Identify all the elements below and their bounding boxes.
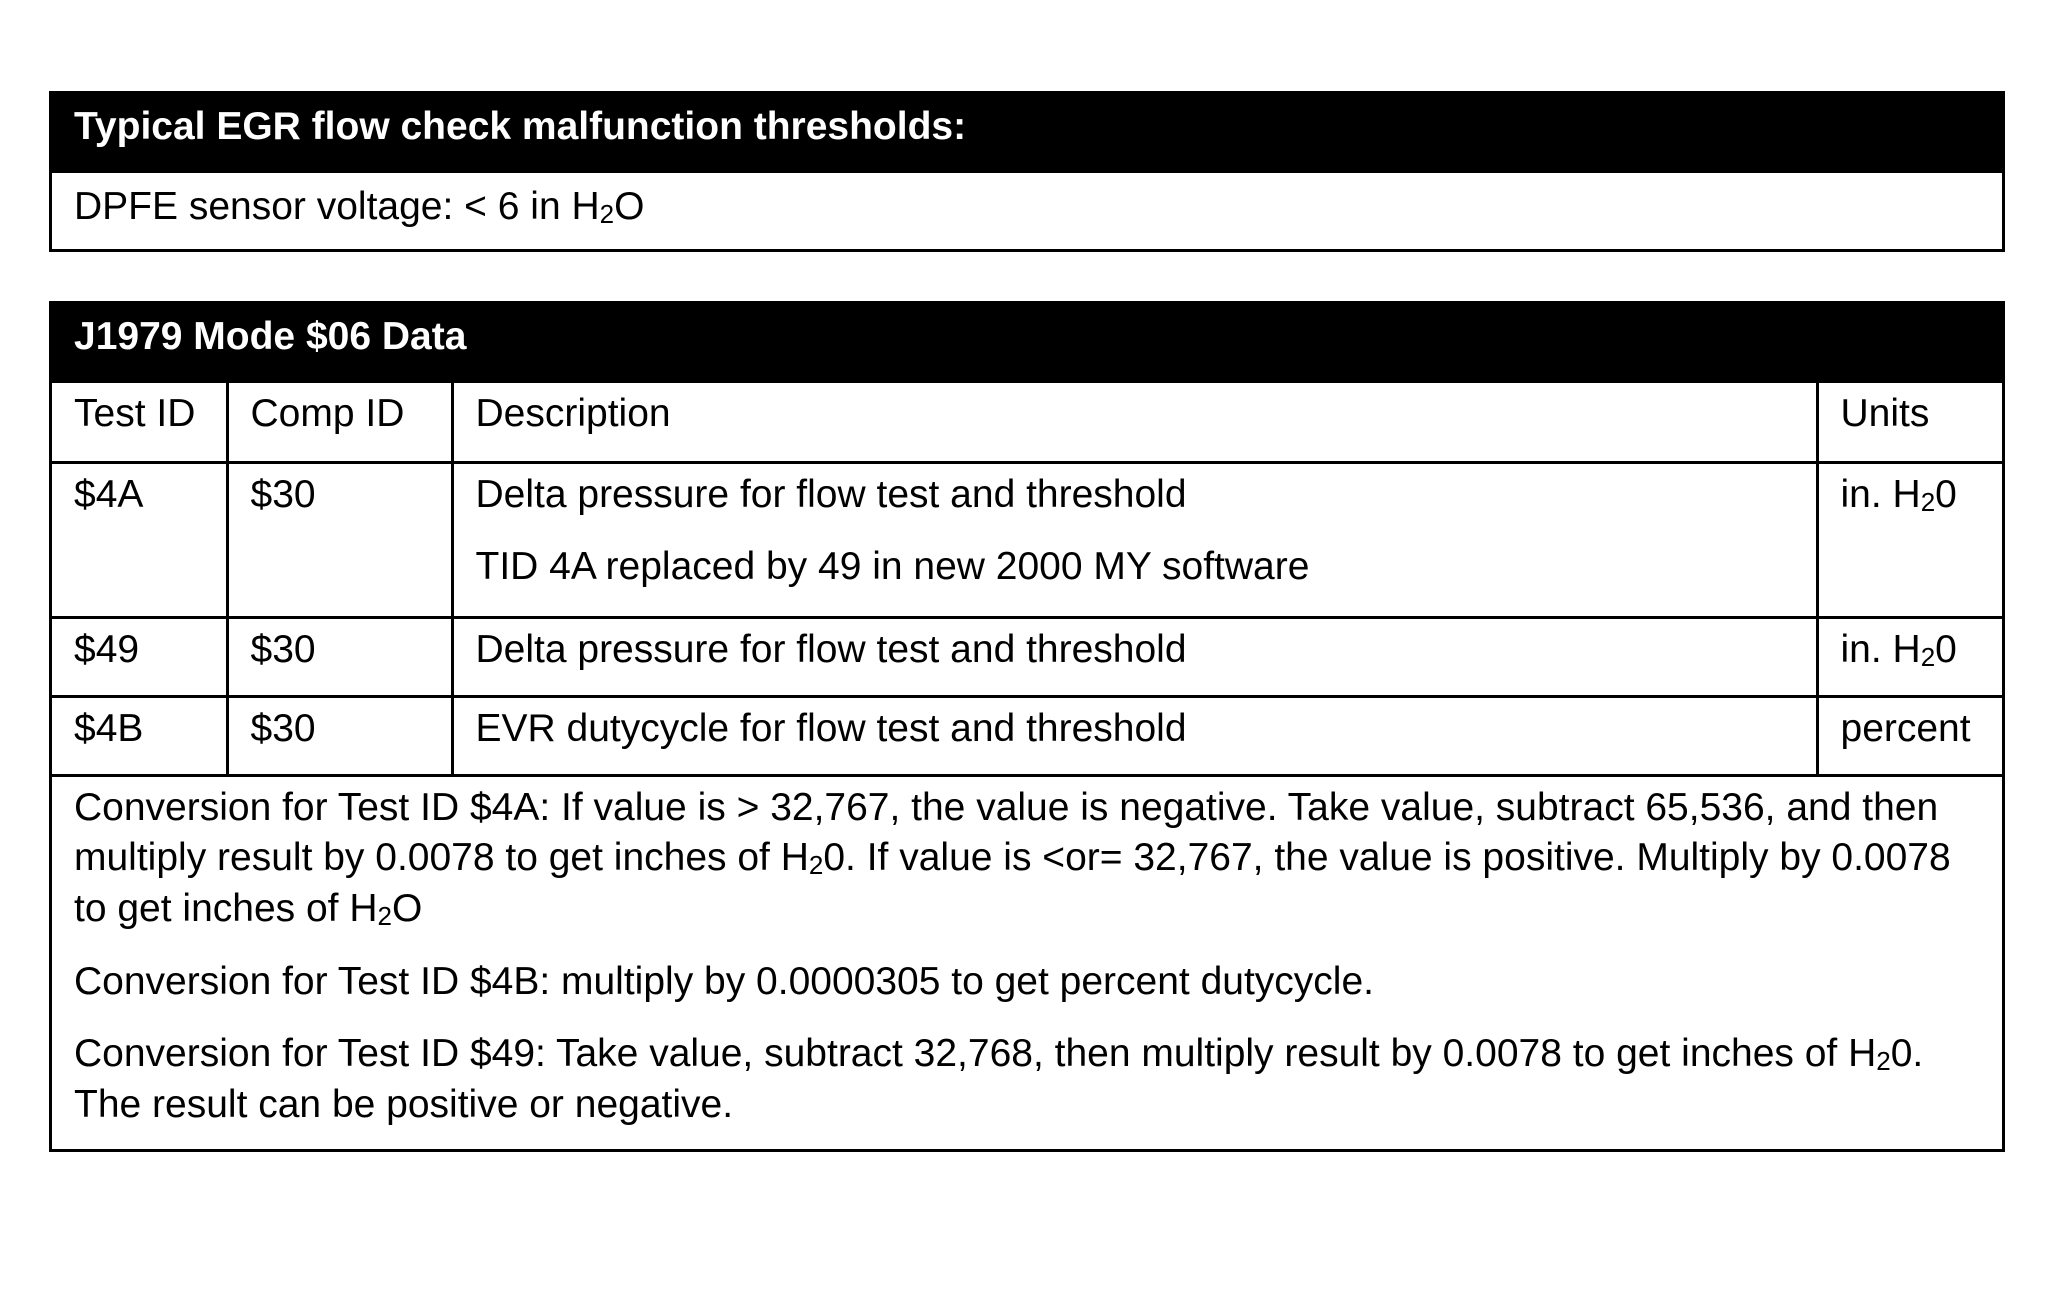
cell-comp-id: $30 <box>227 617 452 696</box>
cell-test-id: $4B <box>52 696 227 775</box>
description-text: Delta pressure for flow test and threshold <box>475 472 1187 516</box>
dpfe-threshold-subscript: 2 <box>599 199 615 229</box>
note-49-subscript: 2 <box>1876 1046 1891 1077</box>
table-row <box>52 462 2002 617</box>
cell-units: percent <box>1817 696 2002 775</box>
header-comp-id: Comp ID <box>227 383 452 462</box>
thresholds-title: Typical EGR flow check malfunction thresholds: <box>52 94 2002 173</box>
note-4a-text: Conversion for Test ID $4A: If value is > 32,767, the value is negative. Take value, subtract 65,536, and then multiply result by 0.0078 to get inches of H <box>74 785 1939 880</box>
conversion-notes <box>52 777 2002 1131</box>
header-test-id: Test ID <box>52 383 227 462</box>
note-4a-text-2: 0. If value is <or= 32,767, the value is positive. Multiply by 0.0078 to get inches of H <box>74 836 1951 930</box>
cell-description <box>452 462 1817 617</box>
table-row <box>52 696 2002 775</box>
units-subscript: 2 <box>1920 641 1936 672</box>
cell-description: Delta pressure for flow test and threshold <box>452 617 1817 696</box>
note-4a-subscript: 2 <box>808 850 824 881</box>
table-header-row <box>52 383 2002 462</box>
mode06-title: J1979 Mode $06 Data <box>52 304 2002 383</box>
units-text: in. H <box>1840 472 1921 516</box>
mode06-table <box>52 383 2002 777</box>
note-4a-text-3: O <box>391 886 423 930</box>
cell-units <box>1817 617 2002 696</box>
dpfe-threshold-line <box>52 173 2002 233</box>
table-row <box>52 617 2002 696</box>
thresholds-box <box>49 91 2005 252</box>
units-suffix: 0 <box>1935 472 1957 516</box>
cell-comp-id: $30 <box>227 696 452 775</box>
header-units: Units <box>1817 383 2002 462</box>
header-description: Description <box>452 383 1817 462</box>
units-suffix: 0 <box>1935 627 1957 671</box>
cell-description: EVR dutycycle for flow test and threshold <box>452 696 1817 775</box>
note-4a-subscript-2: 2 <box>377 900 392 931</box>
units-subscript: 2 <box>1920 486 1936 517</box>
units-text: in. H <box>1840 627 1921 671</box>
note-49-text: Conversion for Test ID $49: Take value, subtract 32,768, then multiply result by 0.0078 to get inches of H <box>74 1032 1877 1076</box>
cell-test-id: $49 <box>52 617 227 696</box>
note-49-text-2: 0. The result can be positive or negative. <box>74 1032 1924 1126</box>
conversion-note-4a <box>74 783 1982 935</box>
dpfe-threshold-suffix: O <box>614 185 645 228</box>
dpfe-threshold-text: DPFE sensor voltage: < 6 in H <box>74 185 600 228</box>
cell-test-id: $4A <box>52 462 227 617</box>
mode06-box <box>49 301 2005 1152</box>
conversion-note-4b: Conversion for Test ID $4B: multiply by 0.0000305 to get percent dutycycle. <box>74 959 1374 1003</box>
cell-comp-id: $30 <box>227 462 452 617</box>
conversion-note-49 <box>74 1029 1982 1130</box>
cell-units <box>1817 462 2002 617</box>
description-note: TID 4A replaced by 49 in new 2000 MY software <box>475 545 1310 589</box>
